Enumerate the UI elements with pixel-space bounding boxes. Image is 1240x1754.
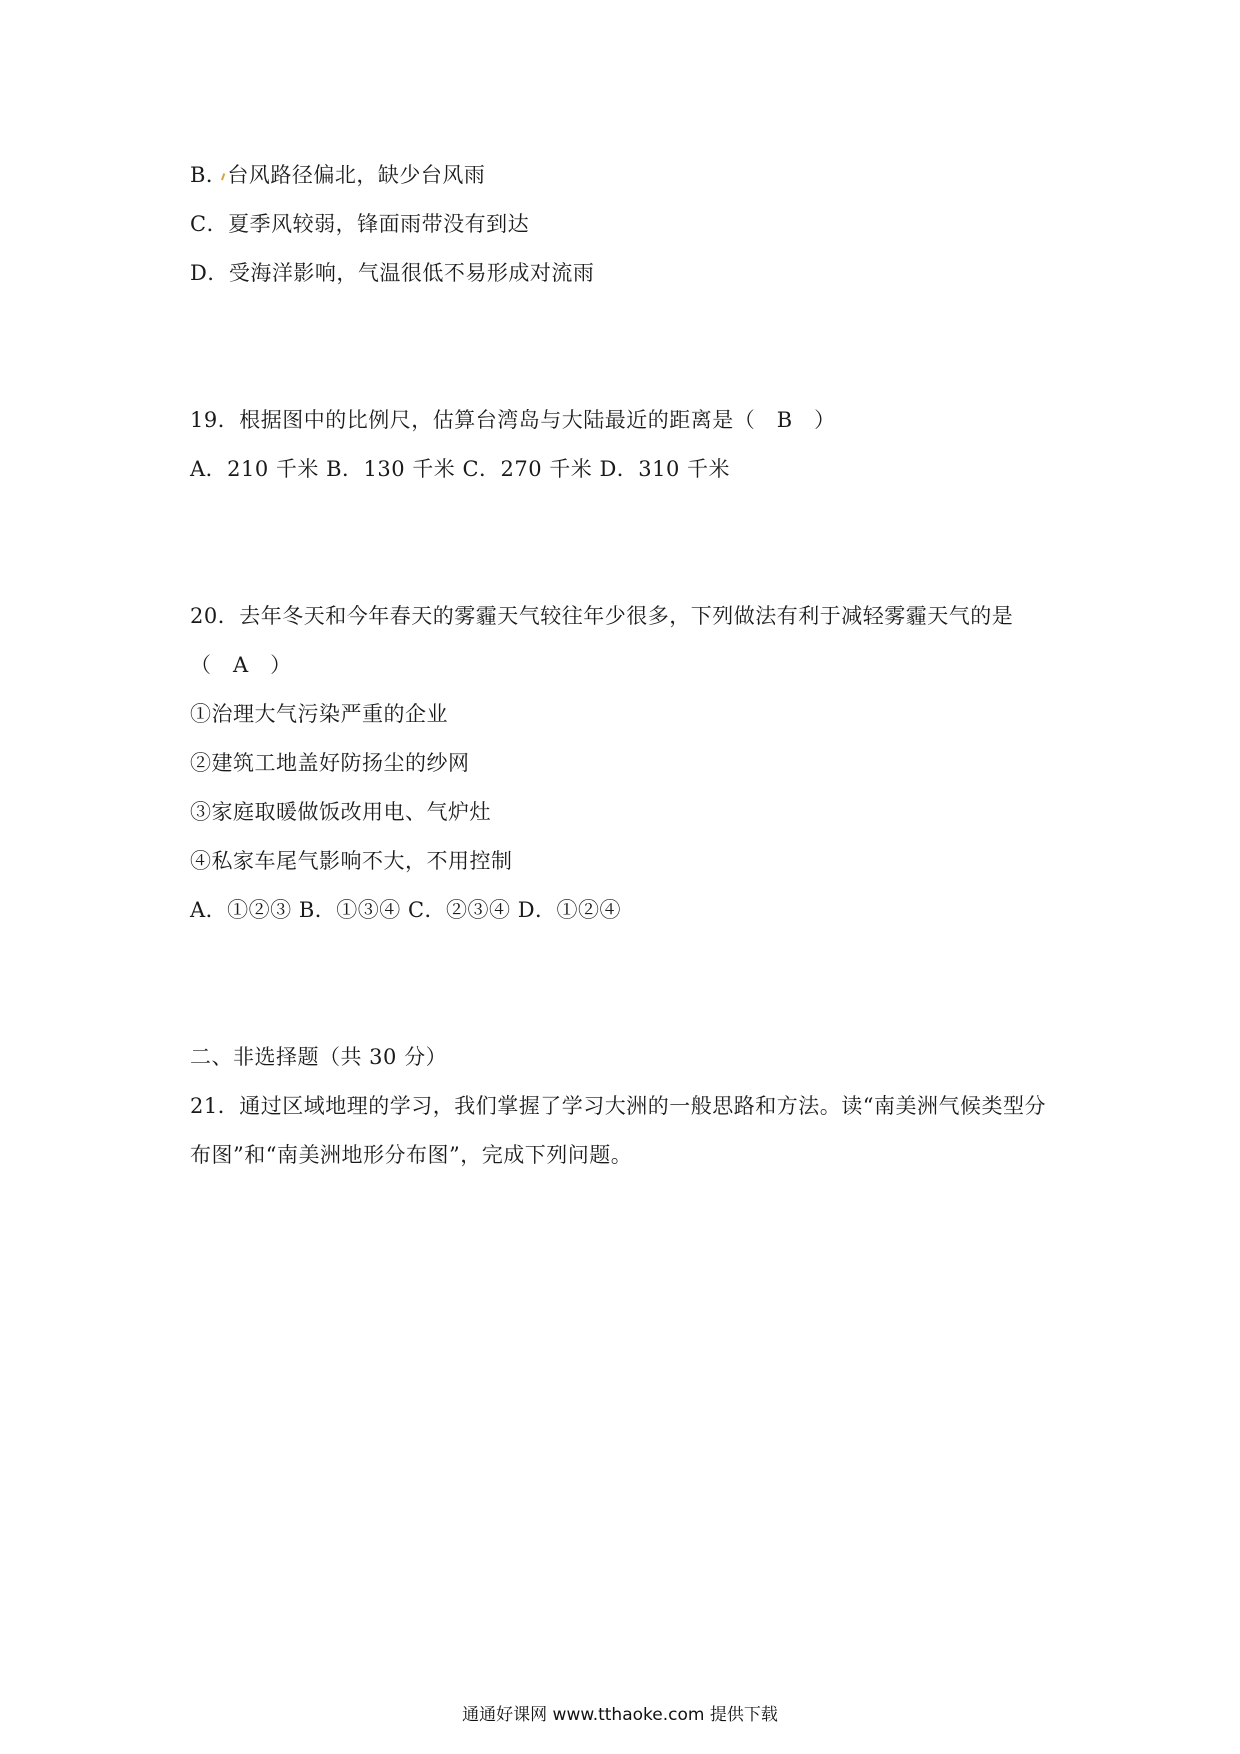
q21-line-1: 21．通过区域地理的学习，我们掌握了学习大洲的一般思路和方法。读“南美洲气候类型分 [190, 1094, 1046, 1118]
q18-option-d: D．受海洋影响，气温很低不易形成对流雨 [190, 261, 595, 285]
q19-options: A．210 千米 B．130 千米 C．270 千米 D．310 千米 [190, 457, 731, 481]
q20-item-3: ③家庭取暖做饭改用电、气炉灶 [190, 800, 491, 824]
q20-stem: 20．去年冬天和今年春天的雾霾天气较往年少很多，下列做法有利于减轻雾霾天气的是 [190, 604, 1014, 628]
q18-option-c: C．夏季风较弱，锋面雨带没有到达 [190, 212, 530, 236]
q20-item-1: ①治理大气污染严重的企业 [190, 702, 448, 726]
q18-option-b: B．台风路径偏北，缺少台风雨 [190, 163, 486, 187]
q20-item-2: ②建筑工地盖好防扬尘的纱网 [190, 751, 470, 775]
q20-answer: （ A ） [190, 653, 292, 677]
q19-stem: 19．根据图中的比例尺，估算台湾岛与大陆最近的距离是（ B ） [190, 408, 836, 432]
q21-line-2: 布图”和“南美洲地形分布图”，完成下列问题。 [190, 1143, 633, 1167]
section2-heading: 二、非选择题（共 30 分） [190, 1045, 448, 1069]
footer-watermark-text: 通通好课网 www.tthaoke.com 提供下载 [462, 1705, 778, 1725]
q20-options: A．①②③ B．①③④ C．②③④ D．①②④ [190, 898, 622, 922]
q20-item-4: ④私家车尾气影响不大，不用控制 [190, 849, 513, 873]
